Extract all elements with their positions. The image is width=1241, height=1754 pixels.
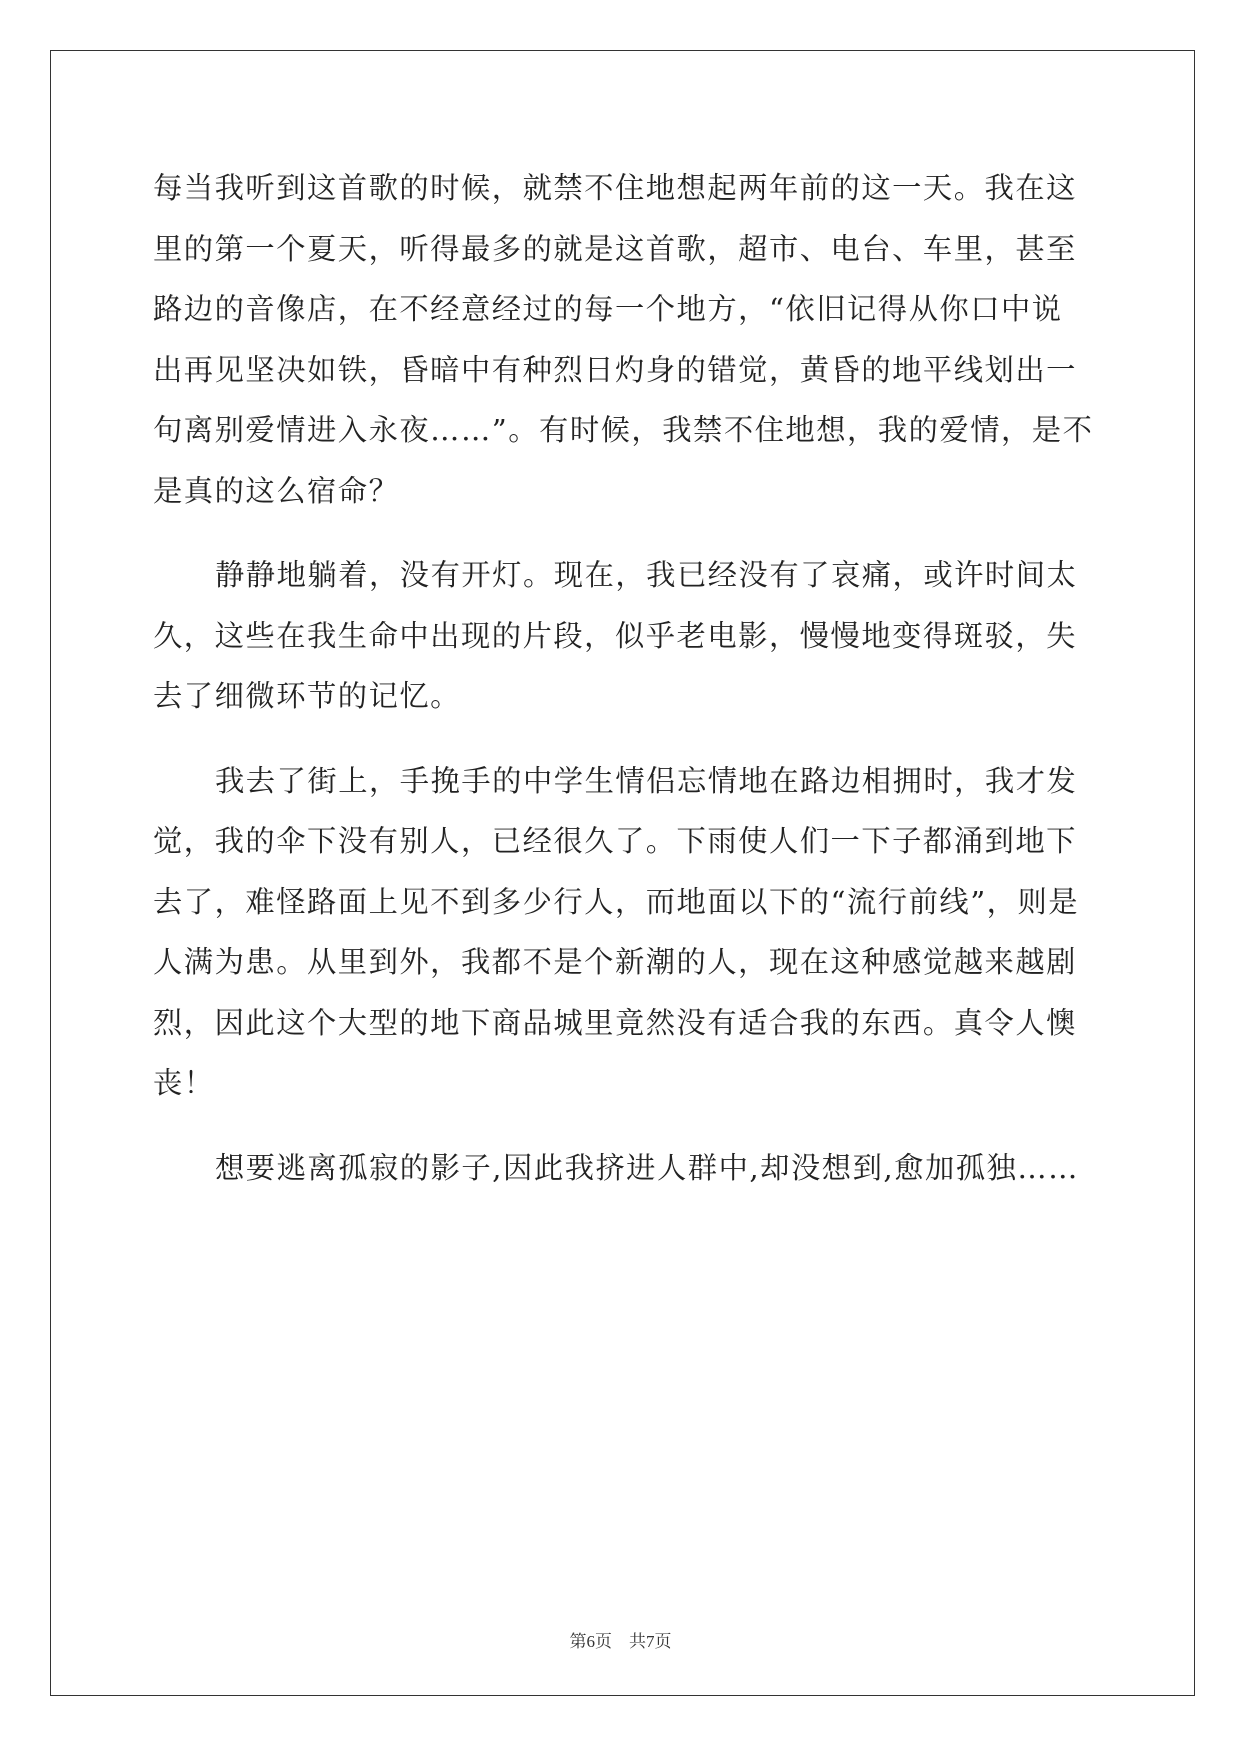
text-line: 烈，因此这个大型的地下商品城里竟然没有适合我的东西。真令人懊 <box>153 1005 1077 1040</box>
text-line: 是真的这么宿命？ <box>153 473 400 508</box>
text-line: 久，这些在我生命中出现的片段，似乎老电影，慢慢地变得斑驳，失 <box>153 618 1077 653</box>
text-line: 每当我听到这首歌的时候，就禁不住地想起两年前的这一天。我在这 <box>153 171 1077 205</box>
text-line: 去了细微环节的记忆。 <box>153 679 461 713</box>
text-line: 静静地躺着，没有开灯。现在，我已经没有了哀痛，或许时间太 <box>215 558 1078 592</box>
text-line: 丧！ <box>153 1066 215 1100</box>
text-line: 人满为患。从里到外，我都不是个新潮的人，现在这种感觉越来越剧 <box>153 945 1077 979</box>
total-page-number: 7 <box>646 1632 655 1651</box>
paragraph-4 <box>153 1138 1103 1199</box>
text-line: 句离别爱情进入永夜……”。有时候，我禁不住地想，我的爱情，是不 <box>153 413 1094 447</box>
footer-prefix: 第 <box>569 1632 587 1652</box>
text-line: 觉，我的伞下没有别人，已经很久了。下雨使人们一下子都涌到地下 <box>153 824 1077 858</box>
text-line: 里的第一个夏天，听得最多的就是这首歌，超市、电台、车里，甚至 <box>153 231 1077 266</box>
paragraph-2 <box>153 545 1103 727</box>
paragraph-3 <box>153 751 1103 1114</box>
footer-mid: 页 共 <box>595 1632 646 1652</box>
text-line: 去了，难怪路面上见不到多少行人，而地面以下的“流行前线”，则是 <box>153 884 1080 919</box>
text-line: 想要逃离孤寂的影子,因此我挤进人群中,却没想到,愈加孤独…… <box>215 1150 1079 1185</box>
page-footer <box>0 1627 1241 1652</box>
text-line: 我去了街上，手挽手的中学生情侣忘情地在路边相拥时，我才发 <box>215 763 1078 798</box>
current-page-number: 6 <box>586 1632 595 1651</box>
document-body <box>153 158 1103 1222</box>
text-line: 路边的音像店，在不经意经过的每一个地方，“依旧记得从你口中说 <box>153 292 1063 326</box>
paragraph-1 <box>153 158 1103 521</box>
footer-suffix: 页 <box>654 1632 672 1652</box>
text-line: 出再见坚决如铁，昏暗中有种烈日灼身的错觉，黄昏的地平线划出一 <box>153 352 1077 387</box>
